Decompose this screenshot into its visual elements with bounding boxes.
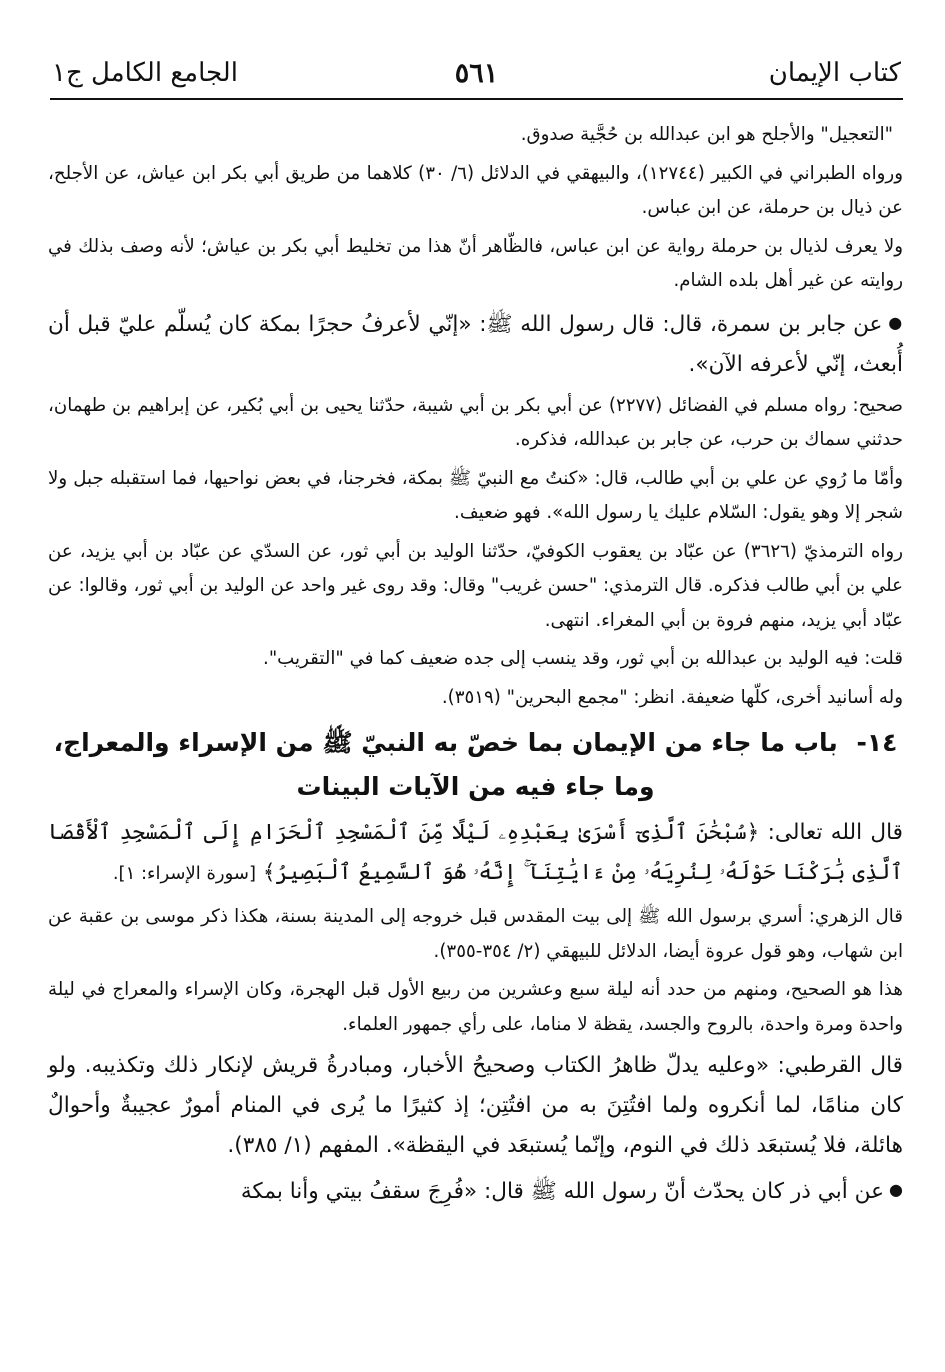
- verse-intro: قال الله تعالى:: [767, 820, 903, 845]
- paragraph: صحيح: رواه مسلم في الفضائل (٢٢٧٧) عن أبي بكر بن أبي شيبة، حدّثنا يحيى بن أبي بُكير، عن إبراهيم بن طهمان، حدثني سماك بن حرب، عن جابر بن عبدالله، فذكره.: [48, 394, 903, 450]
- paragraphs-after-section: [48, 900, 903, 1212]
- paragraph: قلت: فيه الوليد بن عبدالله بن أبي ثور، وقد ينسب إلى جده ضعيف كما في "التقريب".: [263, 648, 903, 669]
- quote-paragraph: قال القرطبي: «وعليه يدلّ ظاهرُ الكتاب وصحيحُ الأخبار، ومبادرةُ قريش لإنكار ذلك وتكذيبه. ولو كان منامًا، لما أنكروه ولما افتُتِنَ به من افتُتِن؛ إذ كثيرًا ما يُرى في المنام أمورٌ عجيبةٌ وأحوالٌ هائلة، فلا يُستبعَد ذلك في النوم، وإنّما يُستبعَد في اليقظة». المفهم (١/ ٣٨٥).: [48, 1053, 903, 1158]
- page-body: [48, 118, 903, 1216]
- chapter-title: كتاب الإيمان: [768, 58, 901, 88]
- paragraph: قال الزهري: أسري برسول الله ﷺ إلى بيت المقدس قبل خروجه إلى المدينة بسنة، هكذا ذكر موسى بن عقبة عن ابن شهاب، وهو قول عروة أيضا، الدلائل للبيهقي (٢/ ٣٥٤-٣٥٥).: [48, 906, 903, 962]
- verse-reference: [سورة الإسراء: ١].: [112, 863, 257, 884]
- book-title: الجامع الكامل ج١: [52, 58, 238, 88]
- paragraph: وله أسانيد أخرى، كلّها ضعيفة. انظر: "مجمع البحرين" (٣٥١٩).: [441, 686, 903, 708]
- paragraph: ولا يعرف لذيال بن حرملة رواية عن ابن عباس، فالظّاهر أنّ هذا من تخليط أبي بكر بن عياش؛ لأنه وصف بذلك في روايته عن غير أهل بلده الشام.: [48, 235, 903, 291]
- paragraph: رواه الترمذيّ (٣٦٢٦) عن عبّاد بن يعقوب الكوفيّ، حدّثنا الوليد بن أبي ثور، عن السدّي عن عبّاد بن أبي يزيد، عن علي بن أبي طالب فذكره. قال الترمذي: "حسن غريب" وقال: وقد روى غير واحد عن الوليد بن أبي ثور، وقالوا: عن عبّاد أبي يزيد، منهم فروة بن أبي المغراء. انتهى.: [48, 540, 903, 631]
- hadith-paragraph: ● عن جابر بن سمرة، قال: قال رسول الله ﷺ: «إنّي لأعرفُ حجرًا بمكة كان يُسلّم عليّ قبل أن أُبعث، إنّي لأعرفه الآن».: [48, 303, 903, 385]
- section-number: ١٤-: [856, 728, 898, 757]
- paragraph: ورواه الطبراني في الكبير (١٢٧٤٤)، والبيهقي في الدلائل (٦/ ٣٠) كلاهما من طريق أبي بكر ابن عياش، عن الأجلح، عن ذيال بن حرملة، عن ابن عباس.: [48, 162, 903, 218]
- section-title-line-1: باب ما جاء من الإيمان بما خصّ به النبيّ ﷺ من الإسراء والمعراج،: [53, 728, 838, 757]
- page-number: ٥٦١: [454, 58, 499, 89]
- quran-verse-paragraph: [48, 813, 903, 894]
- header-divider: [50, 98, 903, 100]
- paragraph: هذا هو الصحيح، ومنهم من حدد أنه ليلة سبع وعشرين من ربيع الأول قبل الهجرة، وكان الإسراء والمعراج في ليلة واحدة ومرة واحدة، بالروح والجسد، يقظة لا مناما، على رأي جمهور العلماء.: [48, 979, 903, 1035]
- paragraph: "التعجيل" والأجلح هو ابن عبدالله بن حُجَّية صدوق.: [520, 124, 893, 145]
- section-title-line-2: وما جاء فيه من الآيات البينات: [296, 772, 655, 801]
- page-header: [52, 56, 901, 98]
- verse-text: ﴿سُبْحَٰنَ ٱلَّذِىٓ أَسْرَىٰ بِعَبْدِهِۦ لَيْلًا مِّنَ ٱلْمَسْجِدِ ٱلْحَرَامِ إِلَى ٱلْمَسْجِدِ ٱلْأَقْصَا ٱلَّذِى بَٰرَكْنَا حَوْلَهُۥ لِنُرِيَهُۥ مِنْ ءَايَٰتِنَآ ۚ إِنَّهُۥ هُوَ ٱلسَّمِيعُ ٱلْبَصِيرُ﴾: [48, 820, 903, 885]
- hadith-paragraph: ● عن أبي ذر كان يحدّث أنّ رسول الله ﷺ قال: «فُرِجَ سقفُ بيتي وأنا بمكة: [48, 1170, 903, 1212]
- paragraphs-before-section: [48, 118, 903, 715]
- paragraph: وأمّا ما رُوي عن علي بن أبي طالب، قال: «كنتُ مع النبيّ ﷺ بمكة، فخرجنا، في بعض نواحيها، فما استقبله جبل ولا شجر إلا وهو يقول: السّلام عليك يا رسول الله». فهو ضعيف.: [48, 467, 903, 523]
- section-heading: [48, 721, 903, 809]
